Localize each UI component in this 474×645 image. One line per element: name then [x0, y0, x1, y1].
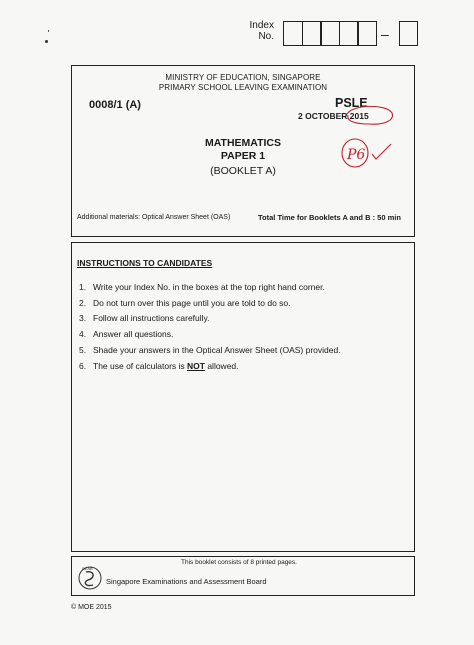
ministry-heading: MINISTRY OF EDUCATION, SINGAPORE PRIMARY SCHOOL LEAVING EXAMINATION	[158, 73, 328, 92]
handwritten-p6-text: P6	[347, 147, 366, 163]
index-no-boxes	[283, 21, 376, 46]
index-digit-box[interactable]	[357, 21, 377, 46]
instruction-item: 2. Do not turn over this page until you are told to do so.	[79, 297, 291, 308]
instruction-item: 4. Answer all questions.	[79, 329, 174, 340]
index-dash: –	[381, 26, 389, 42]
copyright: © MOE 2015	[71, 604, 112, 611]
board-name: Singapore Examinations and Assessment Board	[106, 577, 267, 586]
paper-code: 0008/1 (A)	[89, 99, 141, 111]
date-circle-annotation	[343, 104, 395, 126]
instructions-title: INSTRUCTIONS TO CANDIDATES	[77, 258, 213, 268]
index-digit-box[interactable]	[320, 21, 340, 46]
additional-materials: Additional materials: Optical Answer Sheet (OAS)	[77, 214, 231, 221]
handwritten-p6-annotation	[339, 136, 395, 172]
subject-title: MATHEMATICS PAPER 1	[204, 137, 282, 162]
seab-logo	[76, 564, 104, 592]
index-digit-box[interactable]	[339, 21, 359, 46]
index-class-box[interactable]	[399, 21, 418, 46]
printed-pages-note: This booklet consists of 8 printed pages.	[181, 559, 297, 566]
booklet-label: (BOOKLET A)	[210, 165, 276, 177]
scan-dot	[45, 40, 48, 43]
checkmark-icon	[372, 144, 391, 159]
index-digit-box[interactable]	[302, 21, 322, 46]
index-digit-box[interactable]	[283, 21, 303, 46]
emphasis-not: NOT	[187, 360, 205, 371]
instruction-item: 6. The use of calculators is NOT allowed.	[79, 360, 239, 371]
instruction-item: 5. Shade your answers in the Optical Answer Sheet (OAS) provided.	[79, 344, 341, 355]
exam-date: 2 OCTOBER 2015	[298, 111, 369, 121]
total-time: Total Time for Booklets A and B : 50 min	[258, 213, 401, 222]
instructions-list	[79, 280, 341, 374]
scan-mark	[48, 30, 49, 32]
index-no-label: Index No.	[249, 20, 274, 42]
svg-text:SEAB: SEAB	[82, 566, 93, 571]
instruction-item: 1. Write your Index No. in the boxes at the top right hand corner.	[79, 282, 325, 292]
instruction-item: 3. Follow all instructions carefully.	[79, 313, 210, 324]
exam-name: PSLE	[335, 96, 368, 110]
